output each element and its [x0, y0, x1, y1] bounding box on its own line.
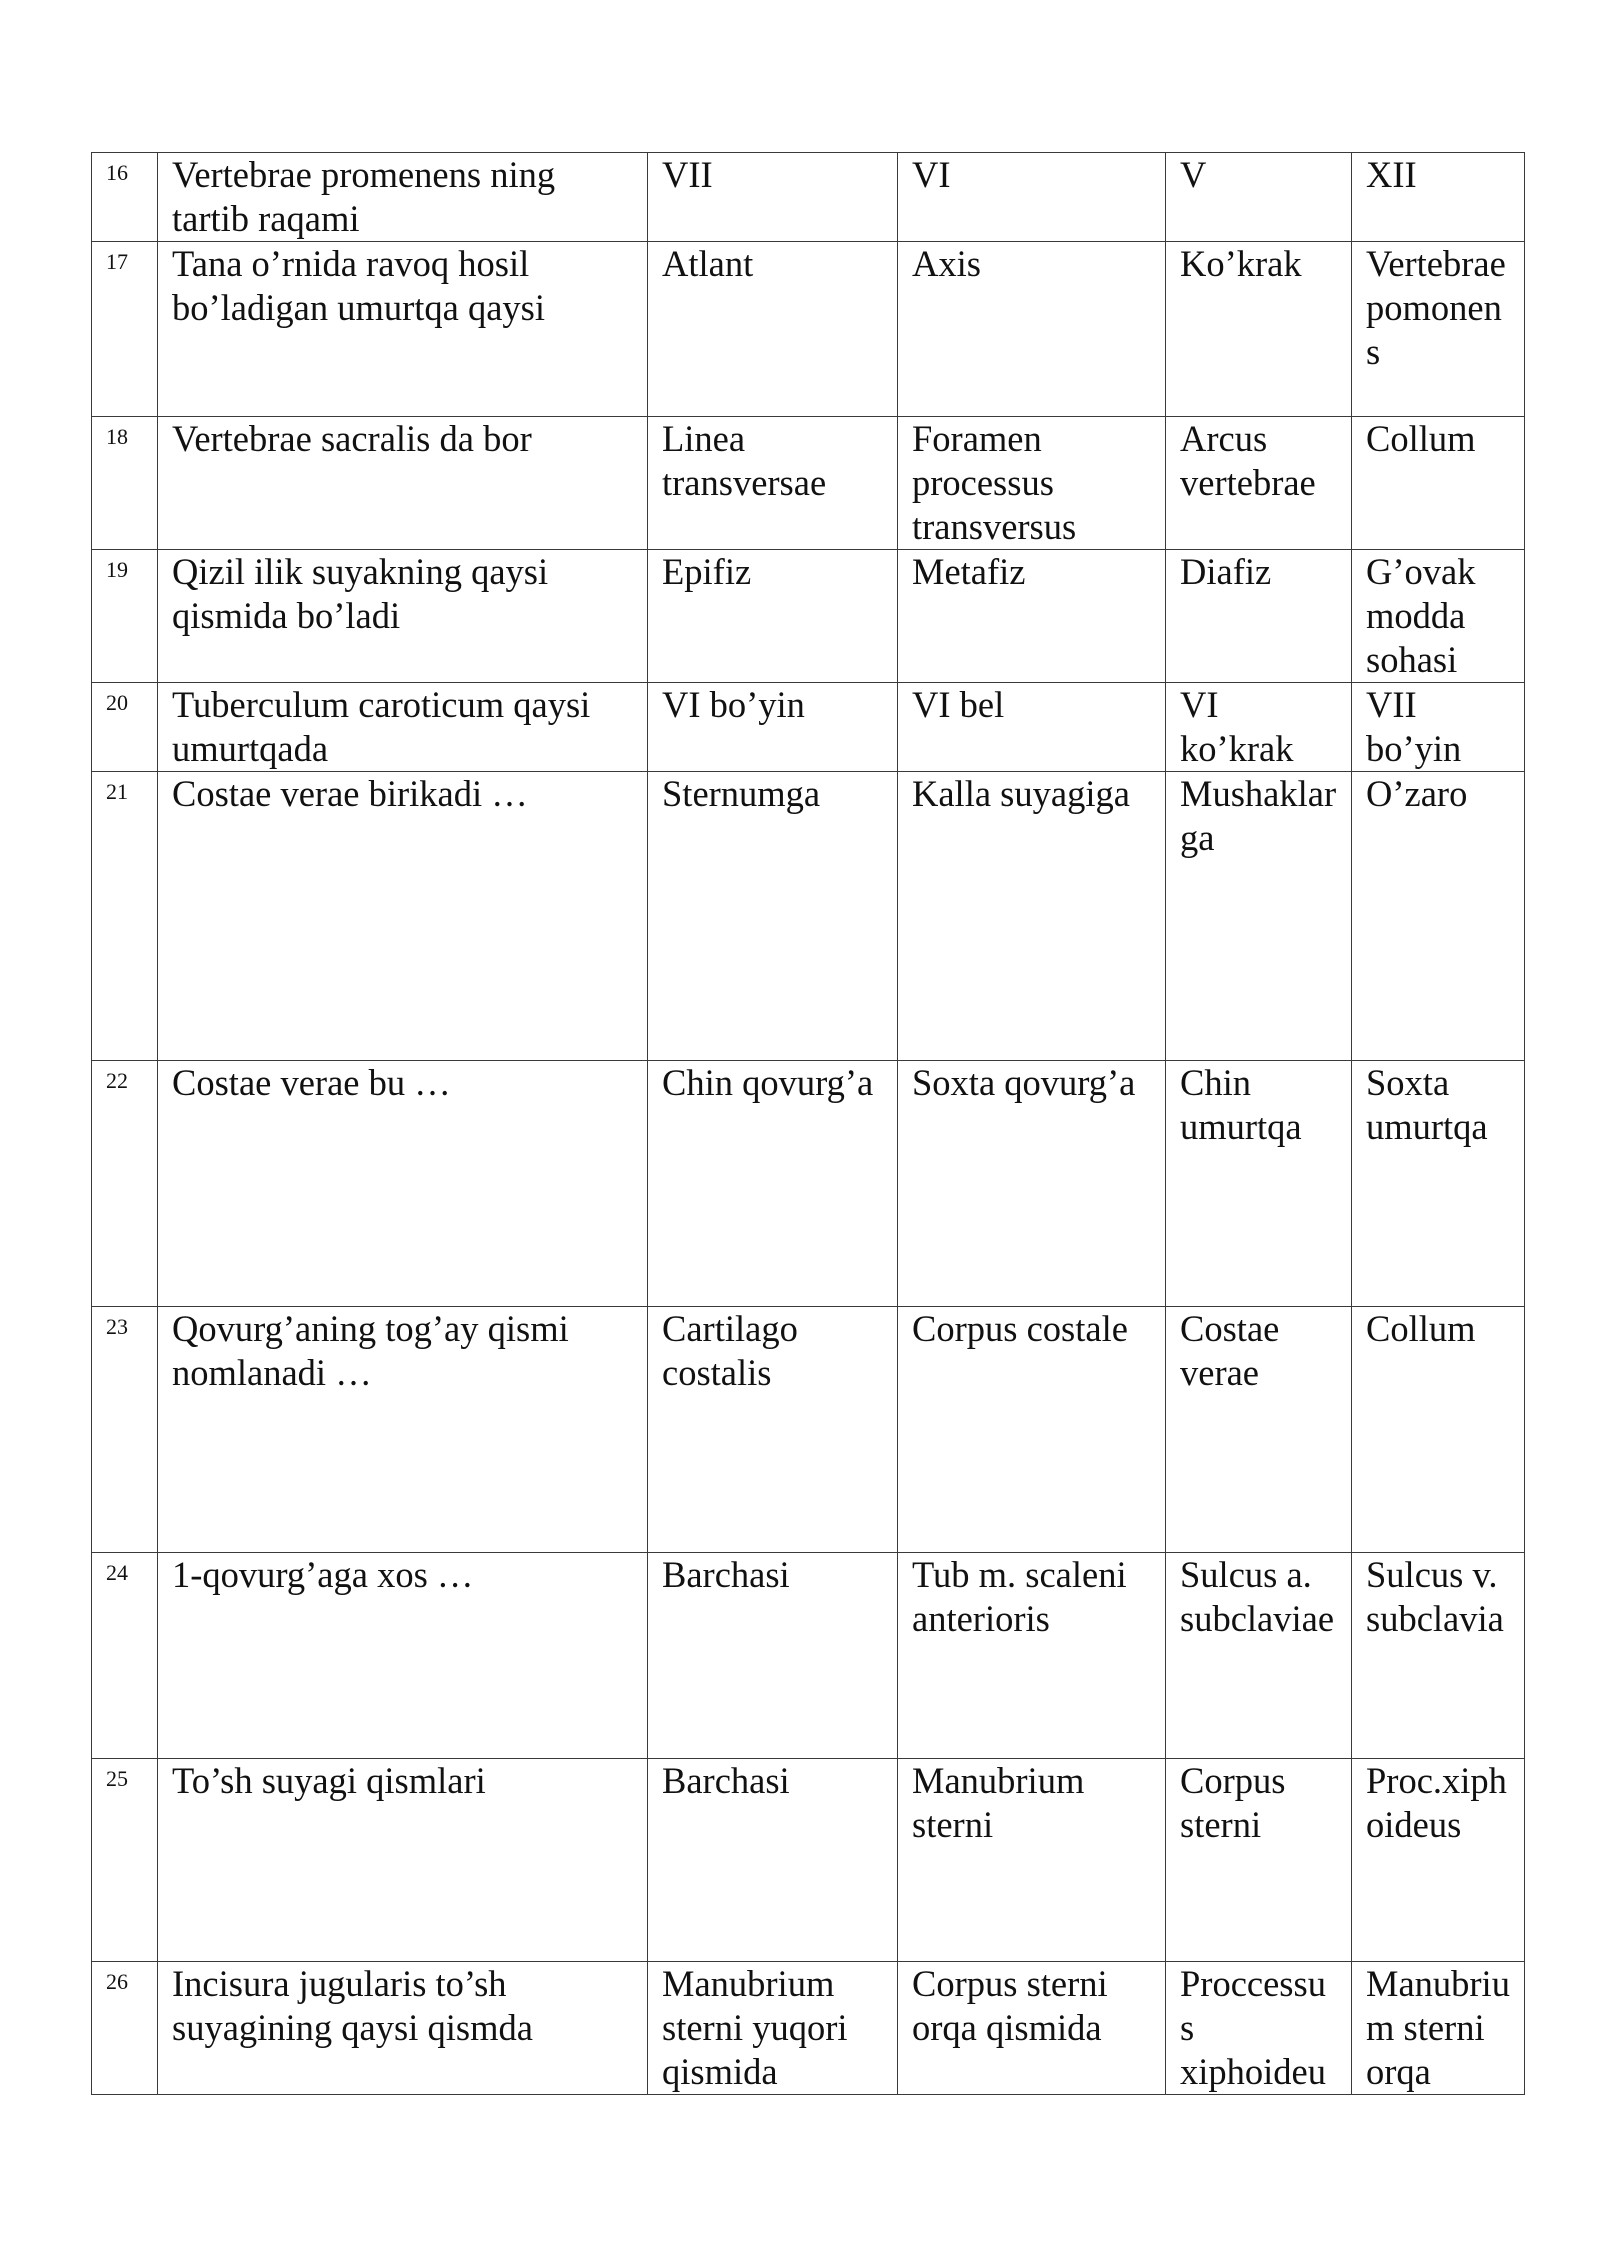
table-row	[92, 550, 1525, 683]
table-row	[92, 1553, 1525, 1759]
answer-a: Linea transversae	[648, 417, 898, 550]
answer-c: Chin umurtqa	[1166, 1061, 1352, 1307]
question-text: To’sh suyagi qismlari	[158, 1759, 648, 1962]
answer-c: Arcus vertebrae	[1166, 417, 1352, 550]
answer-b: Foramen processus transversus	[898, 417, 1166, 550]
answer-d: XII	[1352, 153, 1525, 242]
answer-c: Mushaklarga	[1166, 772, 1352, 1061]
question-text: Qovurg’aning tog’ay qismi nomlanadi …	[158, 1307, 648, 1553]
table-row	[92, 772, 1525, 1061]
answer-d: Manubrium sterni orqa	[1352, 1962, 1525, 2095]
question-text: Qizil ilik suyakning qaysi qismida bo’ladi	[158, 550, 648, 683]
answer-b: Tub m. scaleni anterioris	[898, 1553, 1166, 1759]
table-row	[92, 683, 1525, 772]
answer-b: Corpus sterni orqa qismida	[898, 1962, 1166, 2095]
question-number: 26	[92, 1962, 158, 2095]
answer-a: Manubrium sterni yuqori qismida	[648, 1962, 898, 2095]
answer-d: Vertebrae pomonens	[1352, 242, 1525, 417]
question-number: 17	[92, 242, 158, 417]
answer-d: VII bo’yin	[1352, 683, 1525, 772]
question-text: Vertebrae promenens ning tartib raqami	[158, 153, 648, 242]
answer-c: V	[1166, 153, 1352, 242]
table-row	[92, 153, 1525, 242]
answer-d: Proc.xiphoideus	[1352, 1759, 1525, 1962]
answer-c: Costae verae	[1166, 1307, 1352, 1553]
answer-a: Epifiz	[648, 550, 898, 683]
answer-d: O’zaro	[1352, 772, 1525, 1061]
answer-c: Sulcus a. subclaviae	[1166, 1553, 1352, 1759]
answer-b: Soxta qovurg’a	[898, 1061, 1166, 1307]
question-text: Tana o’rnida ravoq hosil bo’ladigan umurtqa qaysi	[158, 242, 648, 417]
answer-a: Sternumga	[648, 772, 898, 1061]
question-number: 18	[92, 417, 158, 550]
question-number: 21	[92, 772, 158, 1061]
answer-a: Atlant	[648, 242, 898, 417]
question-text: Costae verae birikadi …	[158, 772, 648, 1061]
answer-c: Ko’krak	[1166, 242, 1352, 417]
answer-c: Proccessus xiphoideu	[1166, 1962, 1352, 2095]
table-row	[92, 1759, 1525, 1962]
answer-d: Soxta umurtqa	[1352, 1061, 1525, 1307]
answer-b: Kalla suyagiga	[898, 772, 1166, 1061]
answer-d: Collum	[1352, 1307, 1525, 1553]
question-number: 24	[92, 1553, 158, 1759]
quiz-table	[91, 152, 1525, 2095]
table-row	[92, 242, 1525, 417]
question-number: 23	[92, 1307, 158, 1553]
answer-a: Chin qovurg’a	[648, 1061, 898, 1307]
question-text: 1-qovurg’aga xos …	[158, 1553, 648, 1759]
answer-a: Cartilago costalis	[648, 1307, 898, 1553]
answer-c: VI ko’krak	[1166, 683, 1352, 772]
question-number: 19	[92, 550, 158, 683]
answer-a: VII	[648, 153, 898, 242]
table-row	[92, 1061, 1525, 1307]
answer-b: VI bel	[898, 683, 1166, 772]
question-text: Tuberculum caroticum qaysi umurtqada	[158, 683, 648, 772]
answer-d: Sulcus v. subclavia	[1352, 1553, 1525, 1759]
table-row	[92, 1307, 1525, 1553]
question-text: Costae verae bu …	[158, 1061, 648, 1307]
answer-c: Diafiz	[1166, 550, 1352, 683]
table-row	[92, 1962, 1525, 2095]
answer-d: Collum	[1352, 417, 1525, 550]
answer-a: Barchasi	[648, 1553, 898, 1759]
question-number: 20	[92, 683, 158, 772]
answer-b: VI	[898, 153, 1166, 242]
question-number: 22	[92, 1061, 158, 1307]
answer-c: Corpus sterni	[1166, 1759, 1352, 1962]
question-text: Incisura jugularis to’sh suyagining qaysi qismda	[158, 1962, 648, 2095]
answer-b: Metafiz	[898, 550, 1166, 683]
answer-a: VI bo’yin	[648, 683, 898, 772]
question-text: Vertebrae sacralis da bor	[158, 417, 648, 550]
table-row	[92, 417, 1525, 550]
answer-b: Manubrium sterni	[898, 1759, 1166, 1962]
answer-d: G’ovak modda sohasi	[1352, 550, 1525, 683]
answer-a: Barchasi	[648, 1759, 898, 1962]
question-number: 25	[92, 1759, 158, 1962]
answer-b: Corpus costale	[898, 1307, 1166, 1553]
question-number: 16	[92, 153, 158, 242]
answer-b: Axis	[898, 242, 1166, 417]
